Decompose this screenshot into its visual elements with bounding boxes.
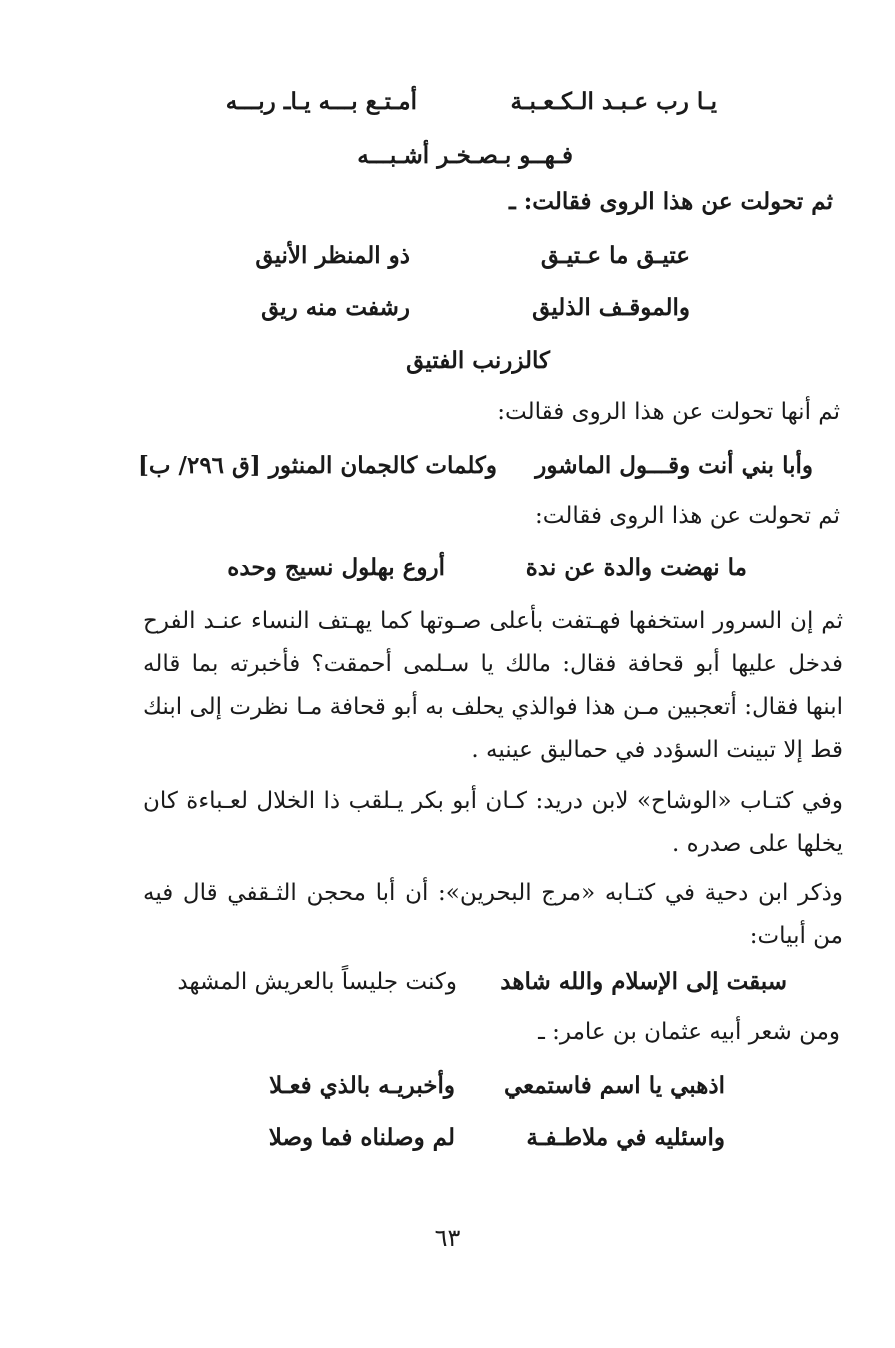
verse6-right1: اذهبي يا اسم فاستمعي xyxy=(503,1072,725,1099)
verse6-left1: وأخبريـه بالذي فعـلا xyxy=(269,1072,455,1099)
verse3-left: وكلمات كالجمان المنثور [ق ٢٩٦/ ب] xyxy=(138,452,497,479)
verse5-left: وكنت جليساً بالعريش المشهد xyxy=(177,969,457,995)
page-number: ٦٣ xyxy=(434,1224,461,1252)
verse2-right1: عتيـق ما عـتيـق xyxy=(540,242,690,269)
verse6-right2: واسئليه في ملاطـفـة xyxy=(526,1124,725,1151)
verse2-left2: رشفت منه ريق xyxy=(261,294,410,321)
verse2-right2: والموقـف الذليق xyxy=(532,294,690,321)
verse1-left: أمـتـع بـــه يـاـ ربـــه xyxy=(225,88,417,115)
verse1-right: يـا رب عـبـد الـكـعـبـة xyxy=(510,88,717,115)
verse4-left: أروع بهلول نسيج وحده xyxy=(227,554,445,581)
paragraph-2: وفي كتـاب «الوشاح» لابن دريد: كـان أبو بكر يـلقب ذا الخلال لعـباءة كان يخلها على صدره . xyxy=(143,788,843,857)
transition4: ومن شعر أبيه عثمان بن عامر: ـ xyxy=(538,1019,840,1045)
transition1: ثم تحولت عن هذا الروى فقالت: ـ xyxy=(509,188,833,215)
paragraph-1: ثم إن السرور استخفها فهـتفت بأعلى صـوتها كما يهـتف النساء عنـد الفرح فدخل عليها أبو قحافة فقال: مالك يا سـلمى أحمقت؟ فأخبرته بما قاله ابنها فقال: أتعجبين مـن هذا فوالذي يحلف به أبو قحافة مـا نظرت إلى ابنك قط إلا تبينت السؤدد في حماليق عينيه . xyxy=(143,608,843,763)
paragraph-3: وذكر ابن دحية في كتـابه «مرج البحرين»: أن أبا محجن الثـقفي قال فيه من أبيات: xyxy=(143,880,843,949)
verse4-right: ما نهضت والدة عن ندة xyxy=(525,554,747,581)
transition3: ثم تحولت عن هذا الروى فقالت: xyxy=(535,503,840,529)
verse5-right: سبقت إلى الإسلام والله شاهد xyxy=(500,968,787,995)
verse3-right: وأبا بني أنت وقـــول الماشور xyxy=(535,452,813,479)
verse1-line2: فـهــو بـصـخـر أشـبـــه xyxy=(357,142,573,169)
verse6-left2: لم وصلناه فما وصلا xyxy=(268,1124,455,1151)
transition2: ثم أنها تحولت عن هذا الروى فقالت: xyxy=(497,399,840,425)
verse2-left1: ذو المنظر الأنيق xyxy=(255,242,410,269)
verse2-line3: كالزرنب الفتيق xyxy=(406,347,550,374)
